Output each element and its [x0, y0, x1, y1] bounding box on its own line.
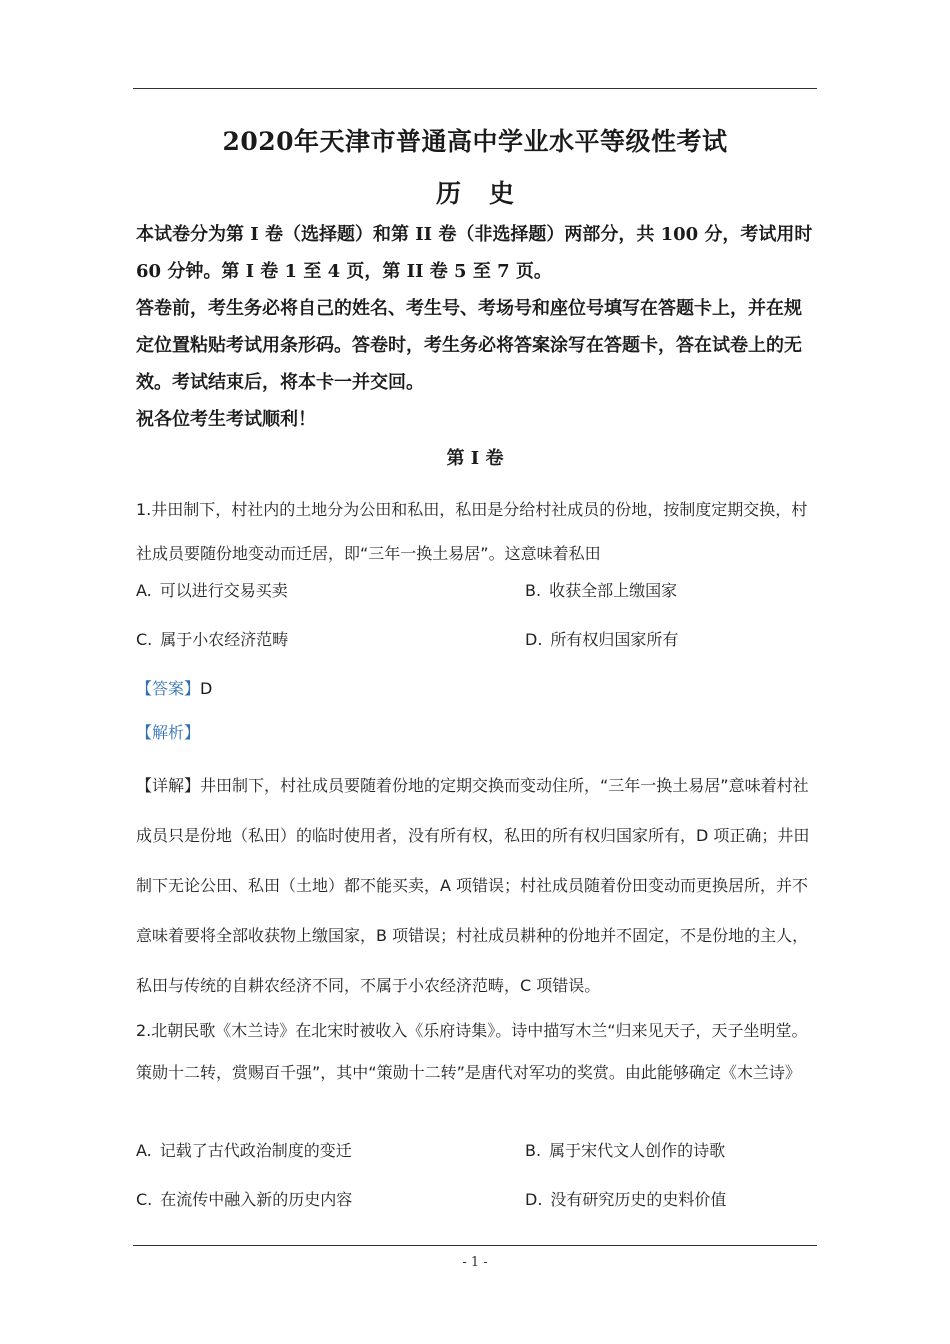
option-text: 可以进行交易买卖: [159, 581, 288, 600]
answer-value: D: [200, 679, 213, 698]
option-text: 属于宋代文人创作的诗歌: [549, 1141, 726, 1160]
option-letter: C.: [136, 630, 153, 649]
question-1-explanation: [136, 761, 816, 1011]
detail-text: 井田制下，村社成员要随着份地的定期交换而变动住所，“三年一换土易居”意味着村社成员只是份地（私田）的临时使用者，没有所有权，私田的所有权归国家所有，D 项正确；井田制下无论公田、私田（土地）都不能买卖，A 项错误；村社成员随着份田变动而更换居所，并不意味着要将全部收获物上缴国家，B 项错误；村社成员耕种的份地并不固定，不是份地的主人，私田与传统的自耕农经济不同，不属于小农经济范畴，C 项错误。: [136, 776, 810, 995]
option-letter: B.: [525, 1141, 542, 1160]
question-1-option-c: [136, 627, 288, 650]
header-divider: [133, 88, 817, 89]
option-letter: D.: [525, 1190, 543, 1209]
option-text: 记载了古代政治制度的变迁: [159, 1141, 352, 1160]
detail-tag: 【详解】: [136, 776, 201, 795]
exam-instructions: [136, 216, 816, 438]
analysis-tag: 【解析】: [136, 723, 201, 742]
instruction-paragraph: 本试卷分为第 I 卷（选择题）和第 II 卷（非选择题）两部分，共 100 分，考试用时 60 分钟。第 I 卷 1 至 4 页，第 II 卷 5 至 7 页。: [136, 224, 813, 282]
question-1-option-d: [525, 627, 678, 650]
question-2-stem: 2.北朝民歌《木兰诗》在北宋时被收入《乐府诗集》。诗中描写木兰“归来见天子，天子坐明堂。策勋十二转，赏赐百千强”，其中“策勋十二转”是唐代对军功的奖赏。由此能够确定《木兰诗》: [136, 1021, 808, 1082]
option-letter: B.: [525, 581, 542, 600]
question-2-option-b: [525, 1138, 725, 1161]
option-letter: A.: [136, 1141, 152, 1160]
question-1-stem: 1.井田制下，村社内的土地分为公田和私田，私田是分给村社成员的份地，按制度定期交换，村社成员要随份地变动而迁居，即“三年一换土易居”。这意味着私田: [136, 500, 808, 563]
page-number: - 1 -: [462, 1255, 488, 1270]
instruction-paragraph: 祝各位考生考试顺利！: [136, 409, 316, 430]
instruction-paragraph: 答卷前，考生务必将自己的姓名、考生号、考场号和座位号填写在答题卡上，并在规定位置粘贴考试用条形码。答卷时，考生务必将答案涂写在答题卡，答在试卷上的无效。考试结束后，将本卡一并交回。: [136, 298, 802, 393]
option-letter: D.: [525, 630, 543, 649]
question-2-option-c: [136, 1187, 352, 1210]
section-title: 第 I 卷: [446, 448, 504, 469]
subject-title: 历史: [435, 179, 542, 208]
option-text: 没有研究历史的史料价值: [550, 1190, 727, 1209]
exam-title: 2020年天津市普通高中学业水平等级性考试: [222, 127, 728, 156]
question-1-option-b: [525, 578, 677, 601]
option-letter: A.: [136, 581, 152, 600]
footer-divider: [133, 1245, 817, 1246]
option-text: 属于小农经济范畴: [160, 630, 289, 649]
question-1-option-a: [136, 578, 288, 601]
option-letter: C.: [136, 1190, 153, 1209]
option-text: 收获全部上缴国家: [549, 581, 678, 600]
question-2-option-a: [136, 1138, 352, 1161]
question-2-option-d: [525, 1187, 726, 1210]
answer-tag: 【答案】: [136, 679, 201, 698]
option-text: 所有权归国家所有: [550, 630, 679, 649]
option-text: 在流传中融入新的历史内容: [160, 1190, 353, 1209]
question-1-answer: [136, 676, 212, 699]
question-1-analysis-heading: [136, 720, 200, 743]
